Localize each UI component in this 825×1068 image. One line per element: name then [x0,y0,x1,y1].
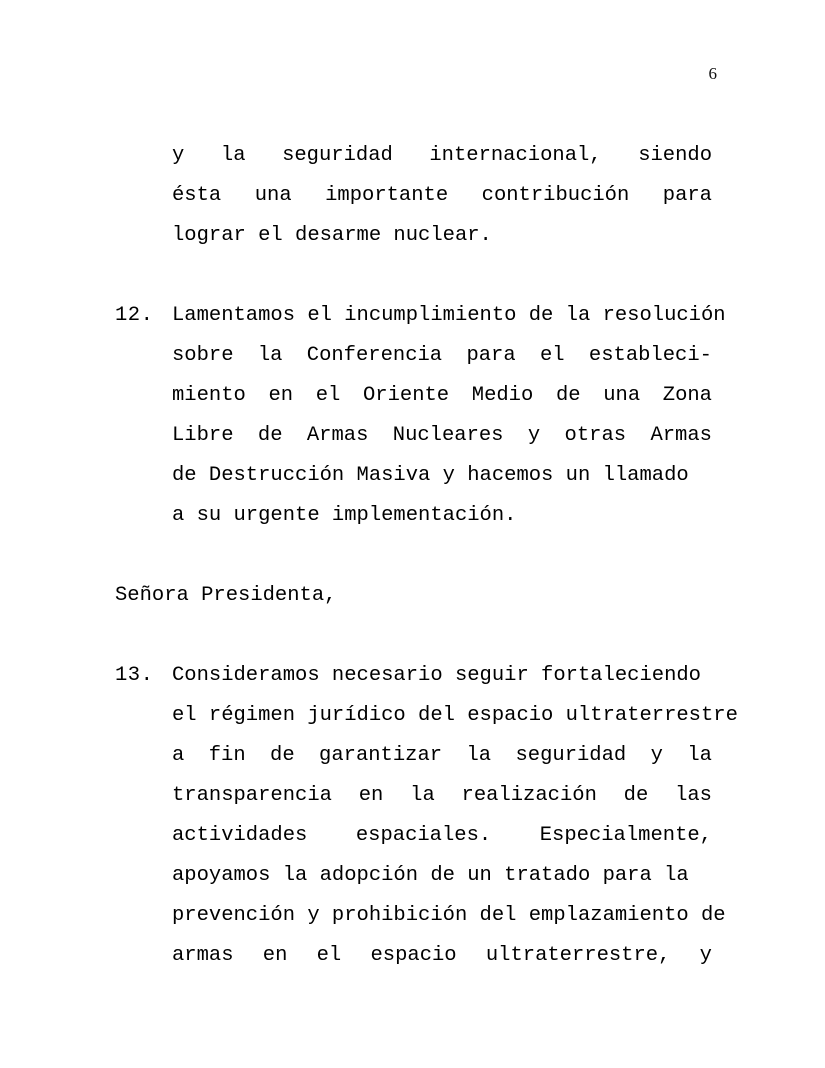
word: una [603,384,641,407]
text-line [115,936,712,976]
line-text [172,816,712,856]
line-text [172,416,712,456]
word: y [527,424,541,447]
word-run: a su urgente implementación. [172,504,517,527]
word: seguridad [515,744,627,767]
word: Conferencia [306,344,443,367]
word-run: el régimen jurídico del espacio ultraterrestre [172,704,738,727]
word: Nucleares [392,424,504,447]
word: la [687,744,712,767]
word: internacional, [429,144,602,167]
word: Armas [306,424,369,447]
text-line [115,336,712,376]
word-run: de Destrucción Masiva y hacemos un llamado [172,464,689,487]
word: contribución [481,184,630,207]
word: y [699,944,712,967]
word: espaciales. [355,824,492,847]
word: y [650,744,663,767]
word: Oriente [363,384,450,407]
word: realización [461,784,597,807]
word: miento [172,384,246,407]
line-text [172,936,712,976]
word-run: prevención y prohibición del emplazamiento de [172,904,726,927]
word: ultraterrestre, [485,944,671,967]
word: la [220,144,246,167]
word: la [466,744,492,767]
salutation [115,576,712,616]
word: importante [325,184,449,207]
text-line [115,816,712,856]
line-text [172,776,712,816]
word-run: Lamentamos el incumplimiento de la resolución [172,304,726,327]
word: Armas [650,424,712,447]
word-run: lograr el desarme nuclear. [172,224,492,247]
line-text [172,376,712,416]
word: de [623,784,649,807]
text-line [115,696,738,736]
word: Medio [471,384,534,407]
document-body [115,136,738,976]
word: de [555,384,581,407]
line-text [172,336,712,376]
paragraph-number: 12. [115,304,154,327]
word: y [172,144,185,167]
word: armas [172,944,234,967]
line-text [172,656,712,696]
text-line [115,736,712,776]
paragraph-13 [115,656,738,976]
text-line [115,216,712,256]
line-text [115,576,712,616]
word: a [172,744,185,767]
word-run: Consideramos necesario seguir fortaleciendo [172,664,701,687]
paragraph-continuation [115,136,712,256]
word: garantizar [319,744,443,767]
paragraph-12 [115,296,726,536]
line-text [172,856,712,896]
word: Zona [662,384,712,407]
word: otras [564,424,627,447]
word: fin [208,744,246,767]
text-line [115,376,712,416]
word: para [466,344,516,367]
word: de [257,424,283,447]
word: el [316,944,342,967]
word: el [539,344,565,367]
word: transparencia [172,784,332,807]
word: una [254,184,292,207]
word-run: apoyamos la adopción de un tratado para la [172,864,689,887]
word: seguridad [282,144,393,167]
text-line [115,576,712,616]
text-line [115,896,726,936]
word: en [268,384,294,407]
text-line [115,296,726,336]
word: las [675,784,712,807]
word: la [410,784,435,807]
word: siendo [638,144,712,167]
paragraph-number: 13. [115,664,154,687]
paragraph-spacer [115,616,712,656]
paragraph-spacer [115,256,712,296]
text-line [115,416,712,456]
word: para [662,184,712,207]
word: Especialmente, [539,824,712,847]
text-line [115,856,712,896]
paragraph-spacer [115,536,712,576]
line-text [172,496,712,536]
word: sobre [172,344,234,367]
word: el [315,384,341,407]
line-text [172,456,712,496]
word: la [257,344,283,367]
text-line [115,176,712,216]
word: de [270,744,295,767]
line-text [172,696,738,736]
text-line [115,776,712,816]
word: ésta [172,184,222,207]
word: actividades [172,824,308,847]
word-run: Señora Presidenta, [115,584,337,607]
line-text [172,136,712,176]
line-text [172,896,726,936]
word: espacio [370,944,457,967]
word: Libre [172,424,234,447]
text-line [115,136,712,176]
text-line [115,496,712,536]
line-text [172,736,712,776]
line-text [172,216,712,256]
word: estableci- [588,344,712,367]
text-line [115,656,712,696]
page-number: 6 [708,64,717,83]
word: en [262,944,288,967]
text-line [115,456,712,496]
line-text [172,296,726,336]
word: en [358,784,384,807]
line-text [172,176,712,216]
